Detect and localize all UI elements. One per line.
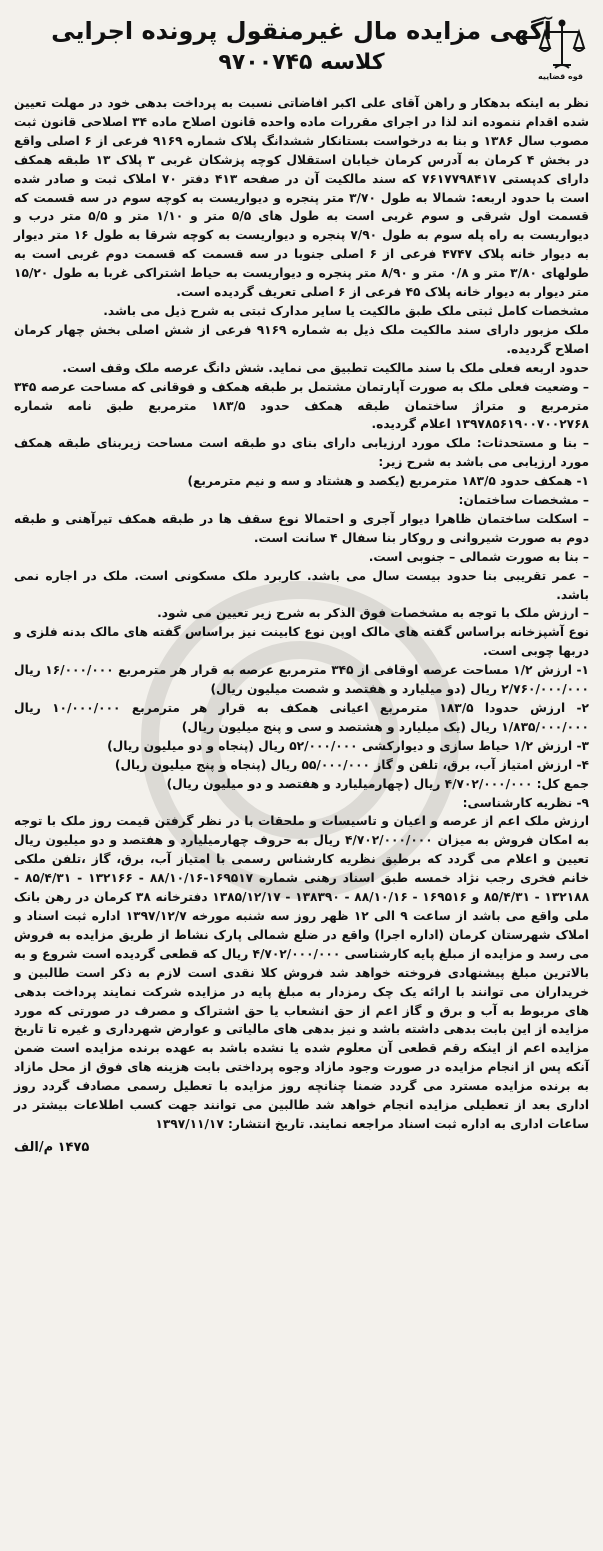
paragraph-value-4: ۴- ارزش امتیاز آب، برق، تلفن و گاز ۵۵/۰۰۰/۰۰۰ ریال (پنجاه و پنج میلیون ریال) — [114, 757, 589, 772]
paragraph-intro: نظر به اینکه بدهکار و راهن آقای علی اکبر افاضاتی نسبت به پرداخت بدهی خود در مهلت تعیین شده اقدام ننموده اند لذا در اجرای مقررات ماده واحده قانون اصلاح ماده ۳۴ اصلاحی قانون ثبت مصوب سال ۱۳۸۶ و بنا به درخواست بستانکار ششدانگ پلاک شماره ۹۱۶۹ فرعی از ۶ اصلی واقع در بخش ۴ کرمان به آدرس کرمان خیابان استقلال کوچه پزشکان غربی ۳ پلاک ۱۳ طبقه همکف دارای کدپستی ۷۶۱۷۷۹۸۴۱۷ که سند مالکیت آن در صفحه ۴۱۳ دفتر ۷۰ املاک ثبت و صادر شده است با حدود اربعه: شمالا به طول ۳/۷۰ متر پنجره و دیواریست به کوچه سوم در سه قسمت که قسمت اول شرقی و سوم غربی است به طول های ۵/۵ متر و ۱/۱۰ متر و ۵/۵ متر درب و دیواریست به راه پله سوم به طول ۷/۹۰ پنجره و دیواریست به کوچه شرقا به طول ۱۶ متر دیوار به دیوار خانه پلاک ۴۷۴۷ فرعی از ۶ اصلی جنوبا در سه قسمت که قسمت دوم غربی است به طولهای ۳/۸۰ متر و ۰/۸ متر و ۸/۹۰ متر پنجره و دیواریست به حیاط اشتراکی غربا به طول ۱۵/۲۰ متر دیوار به دیوار خانه پلاک ۴۵ فرعی از ۶ اصلی تعریف گردیده است. — [14, 96, 589, 300]
paragraph-deed: ملک مزبور دارای سند مالکیت ملک ذیل به شماره ۹۱۶۹ فرعی از شش اصلی بخش چهار کرمان اصلاح گردیده. — [14, 322, 590, 356]
paragraph-expert-opinion: ارزش ملک اعم از عرصه و اعیان و تاسیسات و ملحقات با در نظر گرفتن قیمت روز ملک با توجه به امکان فروش به میزان ۴/۷۰۲/۰۰۰/۰۰۰ ریال به حروف چهارمیلیارد و هفتصد و دو میلیون ریال تعیین و اعلام می گردد که برطبق نظریه کارشناس رسمی با امتیاز آب، برق، گاز ،تلفن ملکی خانم فخری رجب نژاد خمسه طبق اسناد رهنی شماره ۱۶۹۵۱۷-۸۸/۱۰/۱۶ - ۱۳۲۱۶۶ - ۸۵/۴/۳۱ - ۱۳۲۱۸۸ - ۸۵/۴/۳۱ و ۱۶۹۵۱۶ - ۸۸/۱۰/۱۶ - ۱۳۸۳۹۰ - ۱۳۸۵/۱۲/۱۷ دفترخانه ۳۸ کرمان در رهن بانک ملی واقع می باشد از ساعت ۹ الی ۱۲ ظهر روز سه شنبه مورخه ۱۳۹۷/۱۲/۷ اداره ثبت اسناد و املاک شهرستان کرمان (اداره اجرا) واقع در ضلع شمالی پارک نشاط از طریق مزایده به فروش می رسد و مزایده از مبلغ پایه کارشناسی ۴/۷۰۲/۰۰۰/۰۰۰ ریال که قطعی گردیده است شروع و به بالاترین مبلغ پیشنهادی فروخته خواهد شد فروش کلا نقدی است لازم به ذکر است طالبین و خریداران می توانند با ارائه یک چک رمزدار به مبلغ پایه در مزایده شرکت نمایند پرداخت بدهی های مربوط به آب و برق و گاز اعم از حق انشعاب یا حق اشتراک و مصرف در صورتی که مورد مزایده از این بابت بدهی داشته باشد و نیز بدهی های مالیاتی و عوارض شهرداری و غیره تا تاریخ مزایده اعم از اینکه رقم قطعی آن معلوم شده یا نشده باشد به عهده برنده مزایده است ضمن آنکه پس از انجام مزایده در صورت وجود مازاد وجوه پرداختی بابت هزینه های فوق از محل مازاد به برنده مزایده مسترد می گردد ضمنا چنانچه روز مزایده با تعطیل رسمی مصادف گردد روز اداری بعد از تعطیلی مزایده انجام خواهد شد طالبین می توانند جهت کسب اطلاعات بیشتر در ساعات اداری به اداره ثبت اسناد مراجعه نمایند. تاریخ انتشار: ۱۳۹۷/۱۱/۱۷ — [14, 814, 590, 1131]
paragraph-age: – عمر تقریبی بنا حدود بیست سال می باشد. کاربرد ملک مسکونی است. ملک در اجاره نمی باشد. — [14, 568, 589, 602]
paragraph-expert-heading: ۹- نظریه کارشناسی: — [462, 795, 589, 810]
paragraph-registry: مشخصات کامل ثبتی ملک طبق مالکیت یا سایر مدارک ثبتی به شرح ذیل می باشد. — [103, 303, 589, 318]
paragraph-value-1: ۱- ارزش ۱/۲ مساحت عرصه اوقافی از ۳۴۵ مترمربع عرصه به قرار هر مترمربع ۱۶/۰۰۰/۰۰۰ ریال ۲/۷۶۰/۰۰۰/۰۰۰ ریال (دو میلیارد و هفتصد و شصت میلیون ریال) — [14, 663, 589, 697]
paragraph-value-3: ۳- ارزش ۱/۲ حیاط سازی و دیوارکشی ۵۲/۰۰۰/۰۰۰ ریال (پنجاه و دو میلیون ریال) — [107, 738, 589, 753]
paragraph-orientation: – بنا به صورت شمالی – جنوبی است. — [368, 549, 589, 564]
scales-of-justice-icon — [537, 18, 587, 74]
case-number: کلاسه ۹۷۰۰۷۴۵ — [218, 50, 385, 75]
paragraph-building-specs: – مشخصات ساختمان: — [458, 493, 589, 508]
paragraph-structure: – اسکلت ساختمان ظاهرا دیوار آجری و احتمالا نوع سقف ها در طبقه همکف تیرآهنی و طبقه دوم به صورت شیروانی و روکار بنا سفال ۴ سانت است. — [14, 511, 589, 545]
paragraph-total: جمع کل: ۴/۷۰۲/۰۰۰/۰۰۰ ریال (چهارمیلیارد و هفتصد و دو میلیون ریال) — [166, 776, 589, 791]
paragraph-value-intro: – ارزش ملک با توجه به مشخصات فوق الذکر به شرح زیر تعیین می شود. — [157, 606, 589, 621]
paragraph-kitchen: نوع آشپزخانه براساس گفته های مالک اوپن نوع کابینت نیز براساس گفته های مالک بدنه فلزی و دربها چوبی است. — [14, 625, 589, 659]
notice-title: آگهی مزایده مال غیرمنقول پرونده اجرایی — [51, 17, 552, 45]
paragraph-boundaries: حدود اربعه فعلی ملک با سند مالکیت تطبیق می نماید. شش دانگ عرصه ملک وقف است. — [62, 360, 589, 375]
notice-header — [14, 14, 589, 94]
paragraph-ground-floor: ۱- همکف حدود ۱۸۳/۵ مترمربع (یکصد و هشتاد و سه و نیم مترمربع) — [187, 474, 589, 489]
reference-code: ۱۴۷۵ م/الف — [14, 1139, 90, 1155]
paragraph-value-2: ۲- ارزش حدودا ۱۸۳/۵ مترمربع اعیانی همکف به قرار هر مترمربع ۱۰/۰۰۰/۰۰۰ ریال ۱/۸۳۵/۰۰۰/۰۰۰ ریال (یک میلیارد و هشتصد و سی و پنج میلیون ریال) — [14, 701, 589, 734]
paragraph-buildings: – بنا و مستحدثات: ملک مورد ارزیابی دارای بنای دو طبقه است مساحت زیربنای طبقه همکف مورد ارزیابی می باشد به شرح زیر: — [14, 436, 589, 470]
paragraph-current-status: – وضعیت فعلی ملک به صورت آپارتمان مشتمل بر طبقه همکف و فوقانی که مساحت عرصه ۳۴۵ مترمربع و متراژ ساختمان طبقه همکف حدود ۱۸۳/۵ مترمربع طبق نامه شماره ۱۳۹۷۸۵۶۱۹۰۰۷۰۰۲۷۶۸ اعلام گردیده. — [14, 379, 590, 432]
emblem-caption: قوه قضاییه — [537, 72, 583, 81]
notice-body — [14, 94, 589, 1134]
